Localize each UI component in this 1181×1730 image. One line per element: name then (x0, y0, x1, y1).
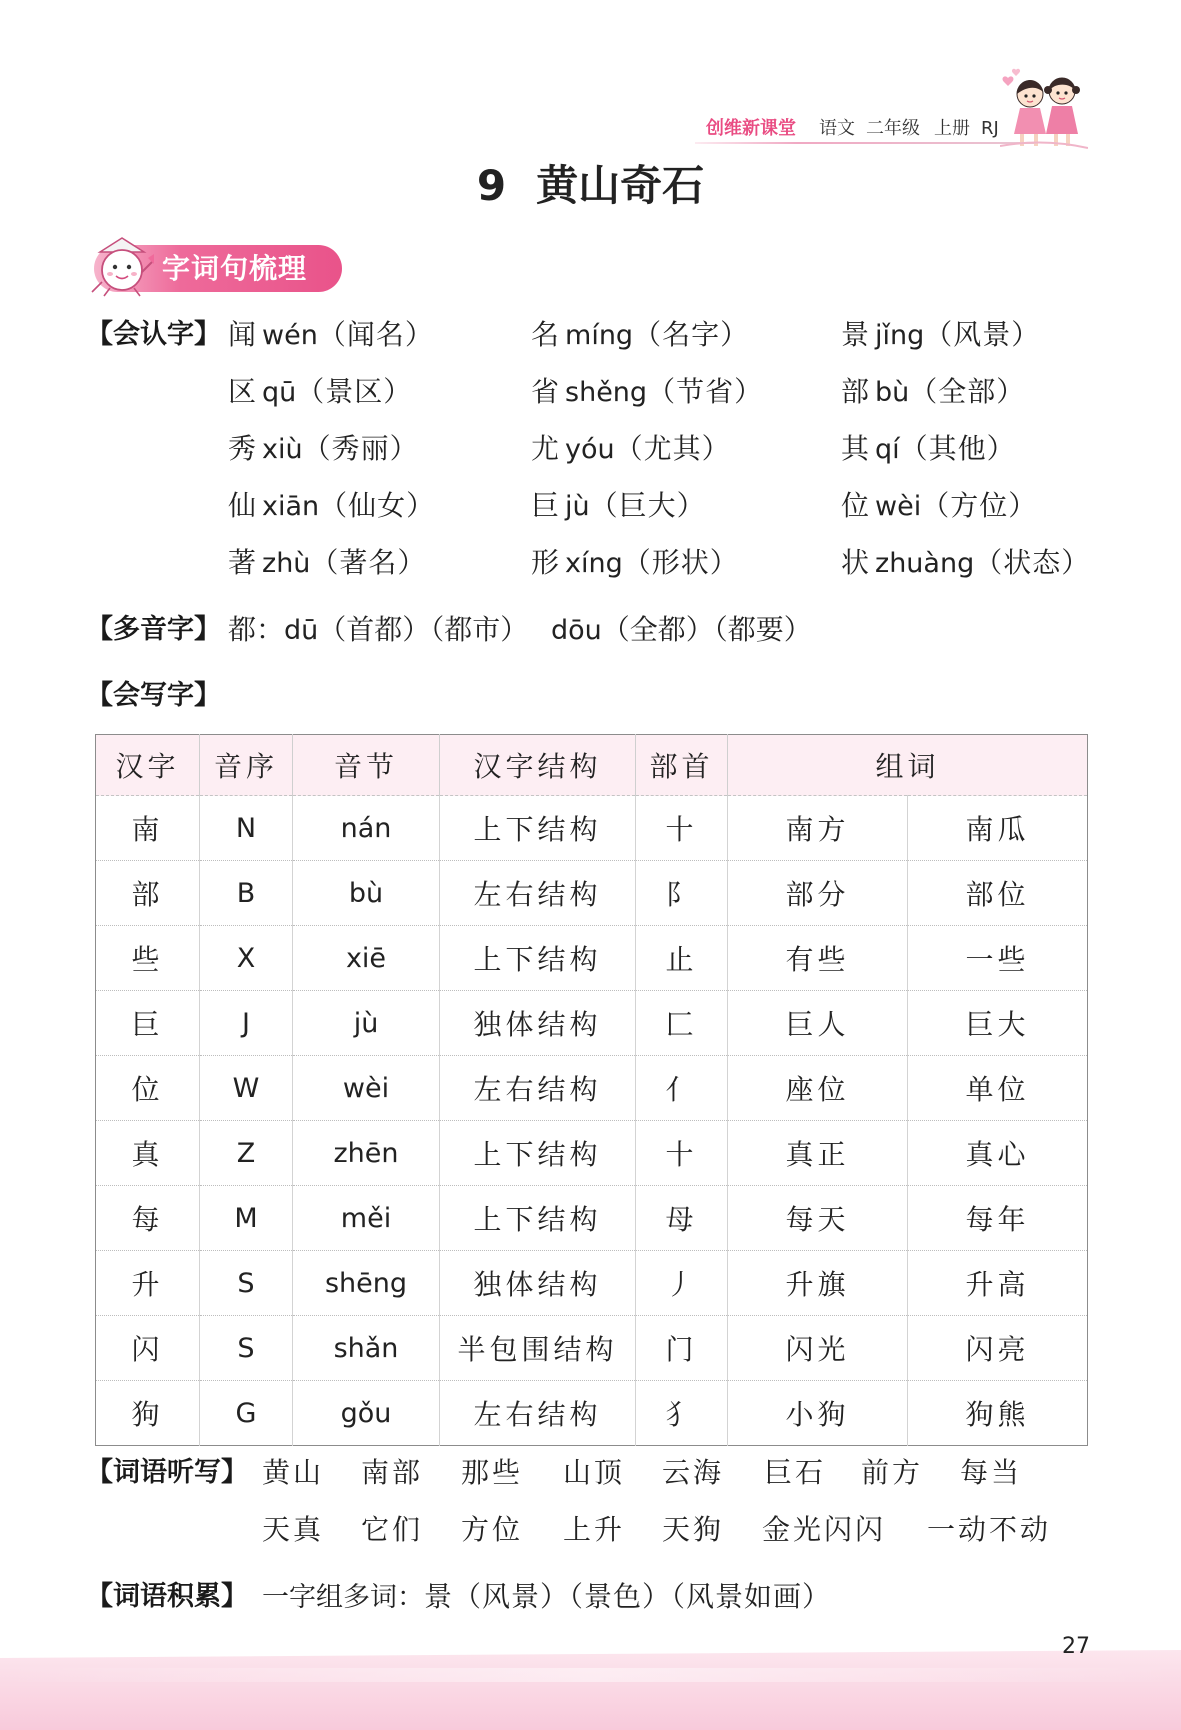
cell-structure: 独体结构 (440, 1251, 636, 1316)
recognize-word: （著名） (310, 546, 427, 579)
recognize-item (228, 420, 419, 477)
dictation-word: 它们 (361, 1513, 424, 1546)
cell-initial: G (200, 1381, 293, 1446)
cell-word: 每天 (728, 1186, 908, 1251)
cell-structure: 左右结构 (440, 861, 636, 926)
cell-pinyin: jù (293, 991, 440, 1056)
recognize-pinyin: xiān (262, 491, 320, 522)
cell-radical: 亻 (636, 1056, 728, 1121)
cell-word: 升高 (908, 1251, 1088, 1316)
recognize-word: （尤其） (614, 432, 731, 465)
cell-word: 升旗 (728, 1251, 908, 1316)
dictation-word: 云海 (662, 1456, 725, 1489)
polyphonic-char: 都： (228, 613, 285, 646)
cell-initial: S (200, 1251, 293, 1316)
dictation-word: 黄山 (262, 1456, 325, 1489)
recognize-char: 景 (841, 318, 870, 351)
header-words: 组词 (728, 735, 1088, 796)
volume-label: 上册 (934, 118, 970, 139)
dictation-word: 山顶 (563, 1456, 626, 1489)
recognize-item (841, 306, 1040, 363)
table-row (96, 861, 1088, 926)
cell-pinyin: zhēn (293, 1121, 440, 1186)
recognize-pinyin: wèi (875, 491, 922, 522)
cell-structure: 左右结构 (440, 1381, 636, 1446)
footer-band-highlight (0, 1668, 1181, 1682)
cell-word: 巨大 (908, 991, 1088, 1056)
header-char: 汉字 (96, 735, 200, 796)
cell-word: 部位 (908, 861, 1088, 926)
cell-word: 单位 (908, 1056, 1088, 1121)
header-radical: 部首 (636, 735, 728, 796)
recognize-item (841, 363, 1025, 420)
cell-word: 真正 (728, 1121, 908, 1186)
cell-structure: 左右结构 (440, 1056, 636, 1121)
recognize-pinyin: míng (565, 320, 634, 351)
section-badge-label: 字词句梳理 (162, 252, 308, 285)
cell-char: 部 (96, 861, 200, 926)
polyphonic-pinyin: dōu (551, 615, 602, 646)
recognize-char: 形 (531, 546, 560, 579)
cell-word: 闪光 (728, 1316, 908, 1381)
edition-label: RJ (981, 118, 999, 139)
recognize-char: 其 (841, 432, 870, 465)
cell-word: 一些 (908, 926, 1088, 991)
cell-word: 闪亮 (908, 1316, 1088, 1381)
recognize-char: 省 (531, 375, 560, 408)
cell-radical: 犭 (636, 1381, 728, 1446)
grade-label: 二年级 (866, 118, 920, 139)
recognize-char: 著 (228, 546, 257, 579)
footer-band (0, 1650, 1181, 1730)
dictation-word: 那些 (461, 1456, 524, 1489)
recognize-item (531, 534, 739, 591)
recognize-pinyin: yóu (565, 434, 615, 465)
cell-radical: 止 (636, 926, 728, 991)
cell-word: 真心 (908, 1121, 1088, 1186)
cell-word: 座位 (728, 1056, 908, 1121)
cell-char: 狗 (96, 1381, 200, 1446)
accumulation-intro: 一字组多词： (262, 1582, 424, 1613)
header-structure: 汉字结构 (440, 735, 636, 796)
recognize-pinyin: xíng (565, 548, 623, 579)
cell-pinyin: měi (293, 1186, 440, 1251)
recognize-item (531, 477, 706, 534)
cell-structure: 上下结构 (440, 1121, 636, 1186)
table-row (96, 1121, 1088, 1186)
recognize-char: 尤 (531, 432, 560, 465)
recognize-pinyin: zhuàng (875, 548, 975, 579)
subject-label: 语文 (819, 118, 855, 139)
cell-initial: M (200, 1186, 293, 1251)
cell-radical: 门 (636, 1316, 728, 1381)
brand-name: 创维新课堂 (706, 118, 796, 139)
recognize-char: 秀 (228, 432, 257, 465)
recognize-word: （全部） (909, 375, 1026, 408)
accumulation-line (262, 1568, 831, 1625)
cell-word: 狗熊 (908, 1381, 1088, 1446)
table-row (96, 1316, 1088, 1381)
recognize-char: 部 (841, 375, 870, 408)
cell-structure: 独体结构 (440, 991, 636, 1056)
lesson-number: 9 (476, 161, 507, 210)
polyphonic-words: （全都）（都要） (601, 613, 812, 646)
recognize-item (228, 306, 434, 363)
cell-word: 小狗 (728, 1381, 908, 1446)
recognize-item (531, 363, 763, 420)
cell-char: 巨 (96, 991, 200, 1056)
recognize-char: 闻 (228, 318, 257, 351)
table-row (96, 1056, 1088, 1121)
recognize-word: （闻名） (317, 318, 434, 351)
dictation-word: 天狗 (662, 1513, 725, 1546)
recognize-item (228, 477, 435, 534)
recognize-pinyin: qū (262, 377, 297, 408)
recognize-pinyin: bù (875, 377, 910, 408)
cell-initial: J (200, 991, 293, 1056)
cell-pinyin: nán (293, 796, 440, 861)
cell-word: 南瓜 (908, 796, 1088, 861)
recognize-word: （状态） (974, 546, 1091, 579)
cell-structure: 上下结构 (440, 926, 636, 991)
kids-illustration-icon (1000, 64, 1088, 152)
cell-pinyin: shǎn (293, 1316, 440, 1381)
cell-structure: 上下结构 (440, 796, 636, 861)
recognize-pinyin: qí (875, 434, 900, 465)
cell-char: 闪 (96, 1316, 200, 1381)
accumulation-label: 【词语积累】 (86, 1581, 248, 1612)
recognize-item (531, 420, 731, 477)
recognize-char: 区 (228, 375, 257, 408)
recognize-item (531, 306, 749, 363)
recognize-word: （巨大） (589, 489, 706, 522)
recognize-word: （仙女） (319, 489, 436, 522)
dictation-word: 天真 (262, 1513, 325, 1546)
cell-radical: 匚 (636, 991, 728, 1056)
dictation-word: 上升 (563, 1513, 626, 1546)
polyphonic-label: 【多音字】 (86, 614, 221, 645)
recognize-item (228, 534, 426, 591)
recognize-word: （形状） (622, 546, 739, 579)
table-row (96, 991, 1088, 1056)
recognize-pinyin: zhù (262, 548, 311, 579)
table-row (96, 1186, 1088, 1251)
cell-structure: 半包围结构 (440, 1316, 636, 1381)
cell-word: 每年 (908, 1186, 1088, 1251)
cell-word: 部分 (728, 861, 908, 926)
table-row (96, 1381, 1088, 1446)
cell-char: 位 (96, 1056, 200, 1121)
recognize-word: （秀丽） (302, 432, 419, 465)
header-pinyin: 音节 (293, 735, 440, 796)
dictation-word: 前方 (861, 1456, 924, 1489)
table-row (96, 796, 1088, 861)
recognize-item (841, 477, 1037, 534)
dictation-label: 【词语听写】 (86, 1457, 248, 1488)
recognize-pinyin: shěng (565, 377, 648, 408)
lesson-title (0, 160, 1181, 212)
polyphonic-reading (551, 601, 812, 658)
lesson-title-text: 黄山奇石 (536, 161, 705, 210)
recognize-word: （名字） (633, 318, 750, 351)
recognize-word: （风景） (924, 318, 1041, 351)
cell-initial: S (200, 1316, 293, 1381)
cell-char: 升 (96, 1251, 200, 1316)
cell-word: 有些 (728, 926, 908, 991)
page-number: 27 (1062, 1634, 1090, 1659)
recognize-pinyin: jǐng (875, 320, 925, 351)
recognize-pinyin: jù (565, 491, 590, 522)
dictation-word: 方位 (461, 1513, 524, 1546)
dictation-word: 巨石 (764, 1456, 827, 1489)
polyphonic-reading (228, 601, 528, 658)
table-header-row (96, 735, 1088, 796)
polyphonic-pinyin: dū (284, 615, 319, 646)
cell-initial: W (200, 1056, 293, 1121)
recognize-word: （节省） (647, 375, 764, 408)
polyphonic-words: （首都）（都市） (318, 613, 529, 646)
recognize-char: 仙 (228, 489, 257, 522)
cell-radical: 十 (636, 1121, 728, 1186)
recognize-char: 状 (841, 546, 870, 579)
recognize-char: 位 (841, 489, 870, 522)
cell-pinyin: bù (293, 861, 440, 926)
header-divider (695, 142, 1035, 144)
mascot-icon (86, 232, 156, 298)
cell-char: 每 (96, 1186, 200, 1251)
cell-structure: 上下结构 (440, 1186, 636, 1251)
recognize-item (841, 420, 1016, 477)
table-row (96, 1251, 1088, 1316)
cell-pinyin: shēng (293, 1251, 440, 1316)
recognize-item (228, 363, 412, 420)
cell-radical: 母 (636, 1186, 728, 1251)
cell-char: 些 (96, 926, 200, 991)
cell-char: 真 (96, 1121, 200, 1186)
cell-radical: 十 (636, 796, 728, 861)
dictation-word: 每当 (960, 1456, 1023, 1489)
table-row (96, 926, 1088, 991)
header-initial: 音序 (200, 735, 293, 796)
cell-initial: X (200, 926, 293, 991)
writing-table (95, 734, 1088, 1446)
cell-initial: Z (200, 1121, 293, 1186)
recognize-word: （景区） (296, 375, 413, 408)
dictation-word: 南部 (361, 1456, 424, 1489)
cell-char: 南 (96, 796, 200, 861)
recognize-pinyin: xiù (262, 434, 303, 465)
cell-radical: 丿 (636, 1251, 728, 1316)
accumulation-content: 景（风景）（景色）（风景如画） (424, 1580, 832, 1613)
cell-word: 巨人 (728, 991, 908, 1056)
recognize-label: 【会认字】 (86, 319, 221, 350)
recognize-word: （方位） (921, 489, 1038, 522)
recognize-pinyin: wén (262, 320, 318, 351)
recognize-word: （其他） (899, 432, 1016, 465)
recognize-item (841, 534, 1090, 591)
recognize-char: 名 (531, 318, 560, 351)
dictation-word: 金光闪闪 (762, 1513, 887, 1546)
recognize-char: 巨 (531, 489, 560, 522)
writing-label: 【会写字】 (86, 680, 221, 711)
cell-initial: B (200, 861, 293, 926)
dictation-word: 一动不动 (927, 1513, 1052, 1546)
cell-word: 南方 (728, 796, 908, 861)
cell-radical: 阝 (636, 861, 728, 926)
cell-pinyin: xiē (293, 926, 440, 991)
cell-pinyin: wèi (293, 1056, 440, 1121)
cell-pinyin: gǒu (293, 1381, 440, 1446)
cell-initial: N (200, 796, 293, 861)
